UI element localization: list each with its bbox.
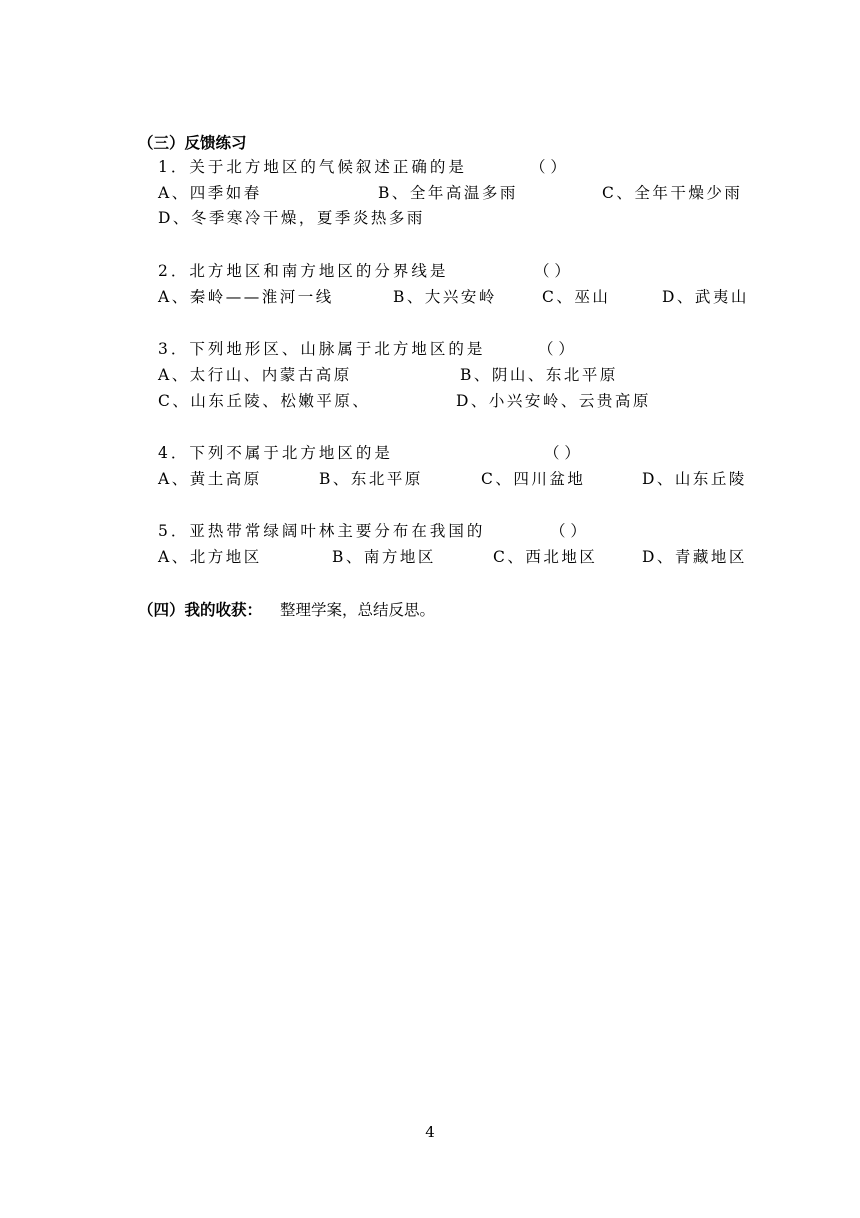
section-heading: （三）反馈练习 xyxy=(138,133,247,152)
question-5-option-b: B、南方地区 xyxy=(332,548,436,566)
page-number: 4 xyxy=(425,1123,435,1141)
question-5-stem: 5．亚热带常绿阔叶林主要分布在我国的 xyxy=(158,522,486,540)
question-3-stem: 3．下列地形区、山脉属于北方地区的是 xyxy=(158,340,486,358)
section-4-text: 整理学案，总结反思。 xyxy=(280,601,436,619)
question-1-option-d: D、冬季寒冷干燥，夏季炎热多雨 xyxy=(158,209,425,227)
section-4-heading: （四）我的收获： xyxy=(138,600,263,619)
question-2-option-b: B、大兴安岭 xyxy=(393,288,497,306)
question-5-option-d: D、青藏地区 xyxy=(642,548,747,566)
question-3-option-c: C、山东丘陵、松嫩平原、 xyxy=(158,392,371,410)
question-4-stem: 4．下列不属于北方地区的是 xyxy=(158,444,393,462)
question-4-option-c: C、四川盆地 xyxy=(481,470,586,488)
question-1-stem: 1．关于北方地区的气候叙述正确的是 xyxy=(158,158,467,176)
question-4-option-b: B、东北平原 xyxy=(319,470,423,488)
question-1-option-c: C、全年干燥少雨 xyxy=(602,184,743,202)
question-4-option-d: D、山东丘陵 xyxy=(642,470,747,488)
question-2-stem: 2．北方地区和南方地区的分界线是 xyxy=(158,262,449,280)
question-4-answer-blank: （ ） xyxy=(544,444,580,462)
question-2-option-a: A、秦岭——淮河一线 xyxy=(158,288,334,306)
question-5-option-a: A、北方地区 xyxy=(158,548,262,566)
question-4-option-a: A、黄土高原 xyxy=(158,470,262,488)
question-3-answer-blank: （ ） xyxy=(538,340,574,358)
question-3-option-b: B、阴山、东北平原 xyxy=(460,366,618,384)
question-3-option-d: D、小兴安岭、云贵高原 xyxy=(456,392,651,410)
question-5-answer-blank: （ ） xyxy=(550,522,586,540)
question-3-option-a: A、太行山、内蒙古高原 xyxy=(158,366,352,384)
question-1-option-b: B、全年高温多雨 xyxy=(378,184,518,202)
question-1-answer-blank: （ ） xyxy=(530,158,566,176)
question-2-option-c: C、巫山 xyxy=(542,288,611,306)
question-1-option-a: A、四季如春 xyxy=(158,184,262,202)
section-4-line xyxy=(138,600,435,620)
question-2-answer-blank: （ ） xyxy=(534,262,570,280)
question-2-option-d: D、武夷山 xyxy=(662,288,749,306)
question-5-option-c: C、西北地区 xyxy=(493,548,598,566)
